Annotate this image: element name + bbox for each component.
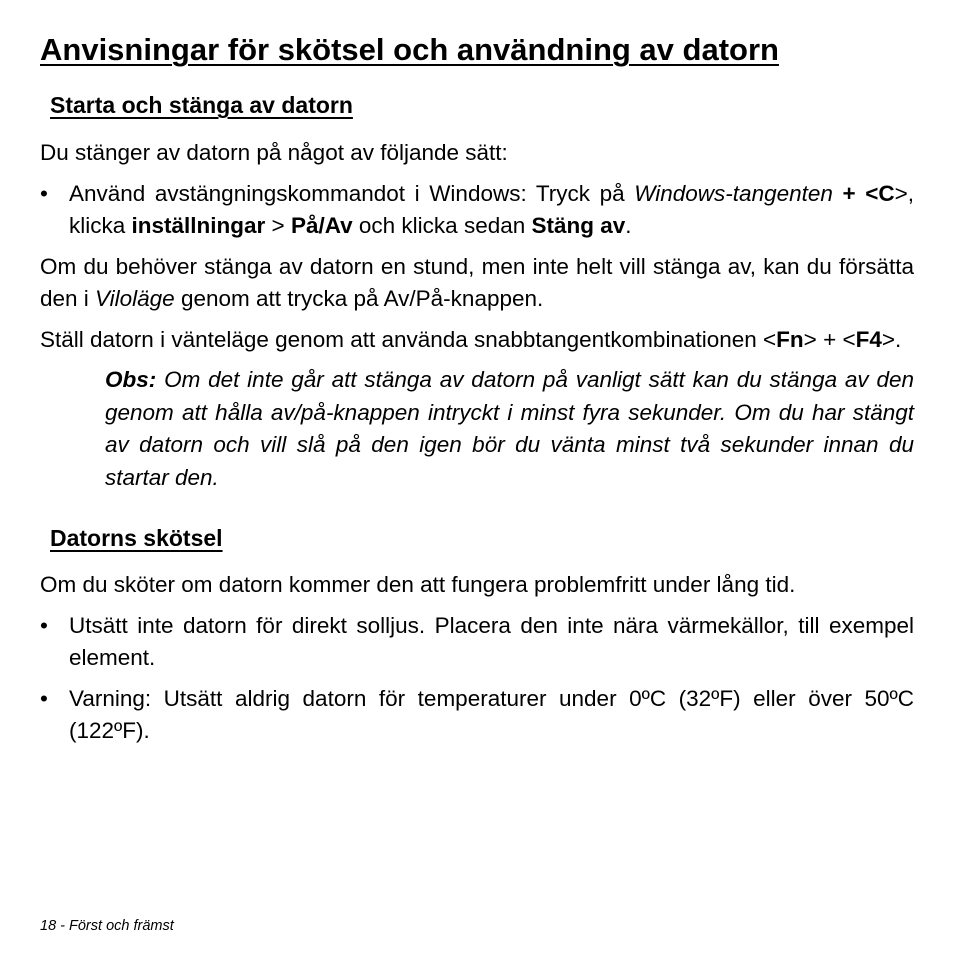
text-run: + <	[832, 180, 879, 206]
list-item-text: Utsätt inte datorn för direkt solljus. Placera den inte nära värmekällor, till exempel element.	[69, 612, 914, 670]
list-item	[40, 178, 914, 243]
text-run: Använd avstängningskommandot i Windows: Tryck på	[69, 180, 635, 206]
note-text: Om det inte går att stänga av datorn på vanligt sätt kan du stänga av den genom att hålla av/på-knappen intryckt i minst fyra sekunder. Om du har stängt av datorn och vill slå på den igen bör du vänta minst två sekunder innan du startar den.	[105, 367, 914, 490]
onoff-term: På/Av	[290, 213, 353, 238]
text-run: genom att trycka på Av/På-knappen.	[174, 286, 544, 311]
paragraph-sleep	[40, 251, 914, 316]
document-page	[40, 30, 914, 748]
key-fn: Fn	[776, 326, 804, 352]
shutdown-term: Stäng av	[531, 213, 626, 238]
page-footer: 18 - Först och främst	[40, 918, 174, 934]
note-label: Obs:	[105, 367, 157, 392]
paragraph-intro: Du stänger av datorn på något av följande sätt:	[40, 140, 508, 165]
text-run: >, klicka	[69, 180, 914, 238]
settings-term: inställningar	[131, 213, 266, 238]
bullet-list-care	[40, 610, 914, 748]
note-box	[105, 364, 914, 494]
bullet-list-shutdown	[40, 178, 914, 243]
text-run: >.	[881, 326, 902, 352]
sleep-term: Viloläge	[95, 286, 175, 311]
paragraph-standby	[40, 324, 914, 357]
text-run: och klicka sedan	[352, 213, 532, 238]
text-run: Ställ datorn i vänteläge genom att använda snabbtangentkombinationen <	[40, 326, 777, 352]
text-run: > + <	[803, 326, 856, 352]
section-heading-start-stop: Starta och stänga av datorn	[50, 92, 353, 118]
page-title: Anvisningar för skötsel och användning av datorn	[40, 32, 779, 67]
list-item-text: Varning: Utsätt aldrig datorn för temperaturer under 0ºC (32ºF) eller över 50ºC (122ºF).	[69, 685, 914, 743]
key-f4: F4	[855, 326, 882, 352]
bullet-glyph: •	[40, 180, 48, 206]
paragraph-care-intro: Om du sköter om datorn kommer den att fungera problemfritt under lång tid.	[40, 572, 796, 597]
bullet-glyph: •	[40, 685, 48, 711]
windows-key-term: Windows-tangenten	[634, 180, 833, 206]
section-heading-care: Datorns skötsel	[50, 525, 223, 551]
text-run: Om du behöver stänga av datorn en stund, men inte helt vill stänga av, kan du försätta den i	[40, 253, 914, 311]
text-run: >	[265, 213, 291, 238]
list-item	[40, 683, 914, 748]
key-c: C	[878, 180, 895, 206]
bullet-glyph: •	[40, 612, 48, 638]
text-run: .	[625, 213, 632, 238]
list-item	[40, 610, 914, 675]
